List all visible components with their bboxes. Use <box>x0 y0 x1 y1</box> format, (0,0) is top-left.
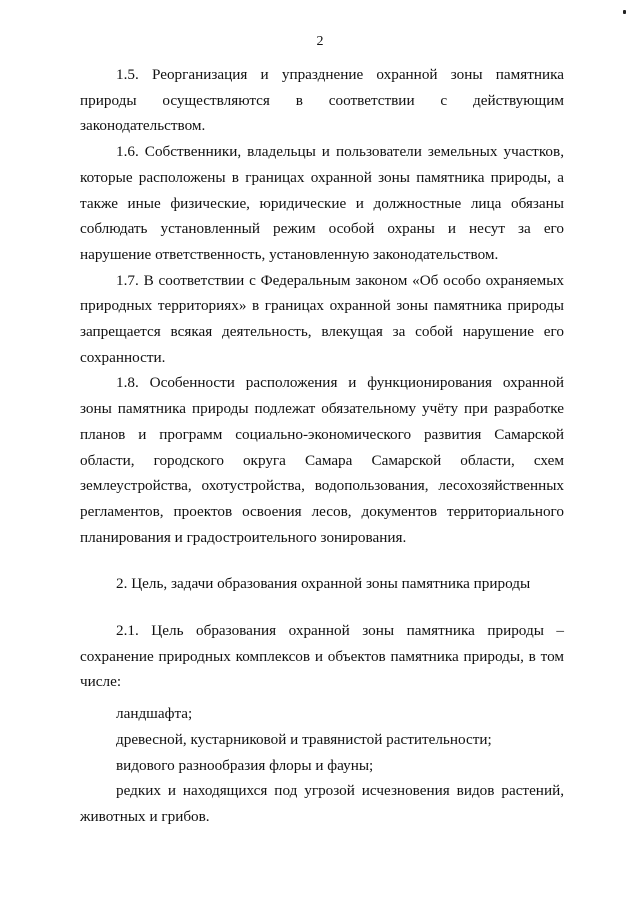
list-item: ландшафта; <box>116 705 193 723</box>
list-item: редких и находящихся под угрозой исчезновения видов растений, животных и грибов. <box>80 782 564 825</box>
scan-mark <box>623 10 626 14</box>
paragraph-1-8: 1.8. Особенности расположения и функционирования охранной зоны памятника природы подлежат обязательному учёту при разработке планов и программ социально-экономического развития Самарской области, городского округа Самара Самарской области, схем землеустройства, охотустройства, водопользования, лесохозяйственных регламентов, проектов освоения лесов, документов территориального планирования и градостроительного зонирования. <box>80 374 564 546</box>
section-2-title: 2. Цель, задачи образования охранной зоны памятника природы <box>116 575 531 593</box>
page-number: 2 <box>316 34 324 49</box>
paragraph-1-6: 1.6. Собственники, владельцы и пользователи земельных участков, которые расположены в границах охранной зоны памятника природы, а также иные физические, юридические и должностные лица обязаны соблюдать установленный режим особой охраны и несут за его нарушение ответственность, установленную законодательством. <box>80 143 564 263</box>
paragraph-1-5: 1.5. Реорганизация и упразднение охранной зоны памятника природы осуществляются в соответствии с действующим законодательством. <box>80 66 564 135</box>
list-item: видового разнообразия флоры и фауны; <box>116 756 374 774</box>
document-body <box>80 62 564 830</box>
list-item: древесной, кустарниковой и травянистой растительности; <box>116 730 492 748</box>
paragraph-2-1: 2.1. Цель образования охранной зоны памятника природы – сохранение природных комплексов и объектов памятника природы, в том числе: <box>80 622 564 691</box>
paragraph-1-7: 1.7. В соответствии с Федеральным законом «Об особо охраняемых природных территориях» в границах охранной зоны памятника природы запрещается всякая деятельность, влекущая за собой нарушение его сохранности. <box>80 271 564 366</box>
